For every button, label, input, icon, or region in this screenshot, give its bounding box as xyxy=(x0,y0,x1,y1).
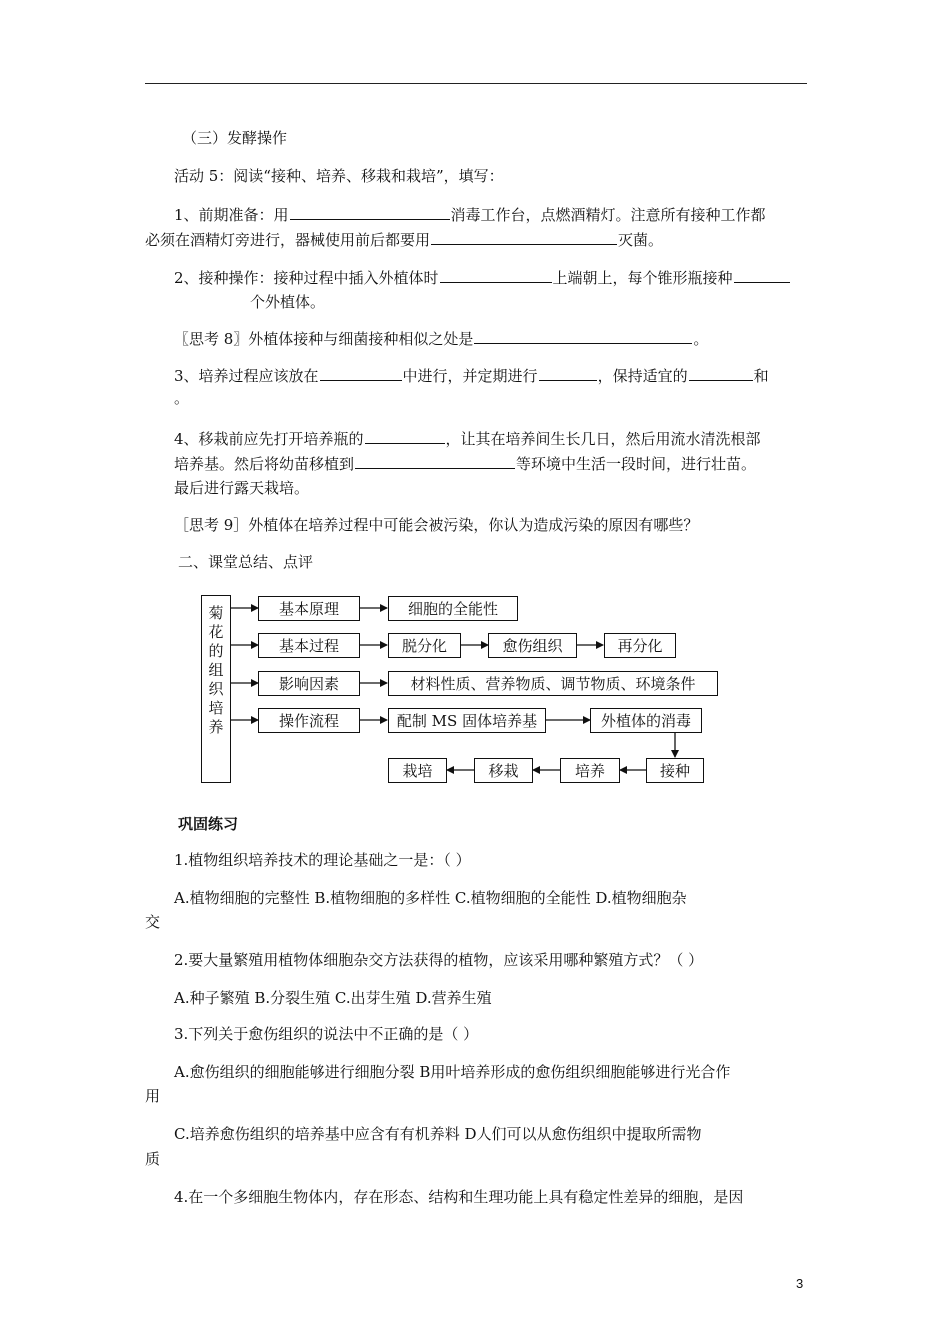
fill-blank[interactable] xyxy=(431,229,617,245)
page-number: 3 xyxy=(796,1276,804,1291)
box-basic-process: 基本过程 xyxy=(258,633,360,658)
question-4: 4.在一个多细胞生物体内，存在形态、结构和生理功能上具有稳定性差异的细胞，是因 xyxy=(174,1188,744,1206)
root-char: 培 xyxy=(208,699,224,717)
fill-blank[interactable] xyxy=(320,365,402,381)
box-operation-procedure: 操作流程 xyxy=(258,708,360,733)
root-box-chrysanthemum-tissue-culture xyxy=(201,595,231,783)
paragraph-1-line-1: 1、前期准备：用 消毒工作台，点燃酒精灯。注意所有接种工作都 xyxy=(174,206,766,224)
box-callus: 愈伤组织 xyxy=(488,633,577,658)
root-char: 菊 xyxy=(208,604,224,622)
question-3-options-ab: A.愈伤组织的细胞能够进行细胞分裂 B用叶培养形成的愈伤组织细胞能够进行光合作 xyxy=(174,1063,731,1081)
paragraph-3-line-1: 3、培养过程应该放在 中进行，并定期进行 ，保持适宜的 和 xyxy=(174,367,769,385)
paragraph-3-line-2: 。 xyxy=(174,389,190,407)
box-dedifferentiation: 脱分化 xyxy=(388,633,461,658)
box-influencing-factors: 影响因素 xyxy=(258,671,360,696)
paragraph-1-line-2: 必须在酒精灯旁进行，器械使用前后都要用 灭菌。 xyxy=(145,231,664,249)
root-char: 花 xyxy=(208,623,224,641)
activity-5: 活动 5：阅读“接种、培养、移栽和栽培”，填写： xyxy=(174,167,504,185)
fill-blank[interactable] xyxy=(440,267,552,283)
root-char: 的 xyxy=(208,642,224,660)
root-char: 养 xyxy=(208,718,224,736)
question-3-options-cd-wrap: 质 xyxy=(145,1150,161,1168)
box-redifferentiation: 再分化 xyxy=(604,633,676,658)
fill-blank[interactable] xyxy=(365,428,445,444)
question-2: 2.要大量繁殖用植物体细胞杂交方法获得的植物，应该采用哪种繁殖方式？（ ） xyxy=(174,951,704,969)
header-rule xyxy=(145,83,807,84)
question-3-options-ab-wrap: 用 xyxy=(145,1087,161,1105)
question-1: 1.植物组织培养技术的理论基础之一是：（ ） xyxy=(174,851,471,869)
question-1-options-wrap: 交 xyxy=(145,913,161,931)
root-char: 织 xyxy=(208,680,224,698)
box-transplant: 移栽 xyxy=(474,758,533,783)
fill-blank[interactable] xyxy=(290,204,450,220)
think-9: ［思考 9］外植体在培养过程中可能会被污染，你认为造成污染的原因有哪些？ xyxy=(174,516,699,534)
fill-blank[interactable] xyxy=(689,365,753,381)
question-3-options-cd: C.培养愈伤组织的培养基中应含有有机养料 D人们可以从愈伤组织中提取所需物 xyxy=(174,1125,702,1143)
paragraph-4-line-3: 最后进行露天栽培。 xyxy=(174,479,310,497)
paragraph-4-line-1: 4、移栽前应先打开培养瓶的 ，让其在培养间生长几日，然后用流水清洗根部 xyxy=(174,430,761,448)
box-basic-principle: 基本原理 xyxy=(258,596,360,621)
box-totipotency: 细胞的全能性 xyxy=(388,596,518,621)
box-culture: 培养 xyxy=(560,758,620,783)
summary-heading: 二、课堂总结、点评 xyxy=(178,553,314,571)
question-1-options: A.植物细胞的完整性 B.植物细胞的多样性 C.植物细胞的全能性 D.植物细胞杂 xyxy=(174,889,687,907)
question-3: 3.下列关于愈伤组织的说法中不正确的是（ ） xyxy=(174,1025,479,1043)
box-prepare-ms-medium: 配制 MS 固体培养基 xyxy=(388,708,546,733)
fill-blank[interactable] xyxy=(539,365,597,381)
think-8: 〖思考 8〗外植体接种与细菌接种相似之处是 。 xyxy=(174,330,709,348)
section-heading: （三）发酵操作 xyxy=(182,129,288,147)
box-inoculation: 接种 xyxy=(646,758,704,783)
exercise-title: 巩固练习 xyxy=(178,815,239,833)
fill-blank[interactable] xyxy=(355,453,515,469)
paragraph-2-line-1: 2、接种操作：接种过程中插入外植体时 上端朝上，每个锥形瓶接种 xyxy=(174,267,791,288)
paragraph-2-line-2: 个外植体。 xyxy=(250,293,326,311)
box-explant-disinfection: 外植体的消毒 xyxy=(590,708,702,733)
paragraph-4-line-2: 培养基。然后将幼苗移植到 等环境中生活一段时间，进行壮苗。 xyxy=(174,455,757,473)
fill-blank[interactable] xyxy=(474,328,692,344)
box-factor-list: 材料性质、营养物质、调节物质、环境条件 xyxy=(388,671,718,696)
question-2-options: A.种子繁殖 B.分裂生殖 C.出芽生殖 D.营养生殖 xyxy=(174,989,492,1007)
root-char: 组 xyxy=(208,661,224,679)
box-cultivation: 栽培 xyxy=(388,758,447,783)
fill-blank[interactable] xyxy=(734,267,790,283)
